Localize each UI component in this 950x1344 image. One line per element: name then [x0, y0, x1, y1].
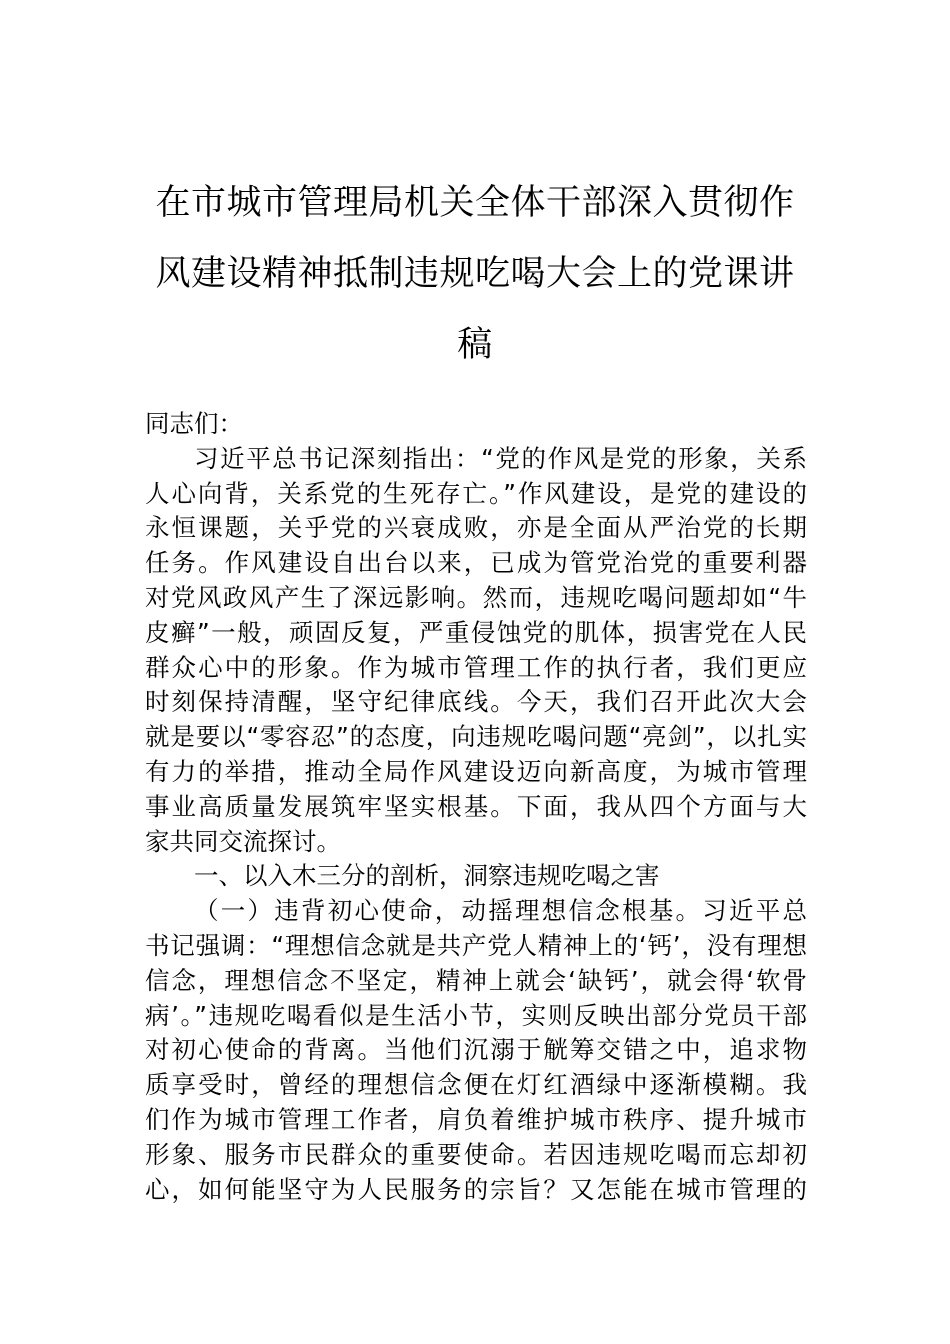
- paragraph-line: 对初心使命的背离。当他们沉溺于觥筹交错之中，追求物: [145, 1035, 807, 1065]
- paragraph-line: 心，如何能坚守为人民服务的宗旨？又怎能在城市管理的: [145, 1174, 807, 1204]
- title-line: 稿: [457, 325, 493, 365]
- paragraph-line: 人心向背，关系党的生死存亡。”作风建设，是党的建设的: [145, 478, 807, 508]
- salutation: 同志们：: [145, 409, 243, 438]
- paragraph-line: （一）违背初心使命，动摇理想信念根基。习近平总: [194, 896, 807, 926]
- document-title: [140, 168, 810, 381]
- paragraph-line: 就是要以“零容忍”的态度，向违规吃喝问题“亮剑”，以扎实: [145, 722, 807, 752]
- paragraph-line: 任务。作风建设自出台以来，已成为管党治党的重要利器: [145, 548, 807, 578]
- paragraph-line: 家共同交流探讨。: [145, 826, 341, 856]
- paragraph-line: 质享受时，曾经的理想信念便在灯红酒绿中逐渐模糊。我: [145, 1070, 807, 1100]
- paragraph-line: 病’。”违规吃喝看似是生活小节，实则反映出部分党员干部: [145, 1000, 807, 1030]
- title-line: 风建设精神抵制违规吃喝大会上的党课讲: [155, 254, 795, 294]
- paragraph-line: 有力的举措，推动全局作风建设迈向新高度，为城市管理: [145, 756, 807, 786]
- paragraph-line: 形象、服务市民群众的重要使命。若因违规吃喝而忘却初: [145, 1139, 807, 1169]
- paragraph-line: 们作为城市管理工作者，肩负着维护城市秩序、提升城市: [145, 1104, 807, 1134]
- document-body: [145, 407, 807, 1207]
- paragraph-line: 信念，理想信念不坚定，精神上就会‘缺钙’，就会得‘软骨: [145, 965, 807, 995]
- paragraph-section1: [145, 894, 807, 1207]
- section-heading: 一、以入木三分的剖析，洞察违规吃喝之害: [194, 861, 660, 891]
- paragraph-line: 事业高质量发展筑牢坚实根基。下面，我从四个方面与大: [145, 791, 807, 821]
- paragraph-line: 书记强调：“理想信念就是共产党人精神上的‘钙’，没有理想: [145, 930, 807, 960]
- paragraph-line: 时刻保持清醒，坚守纪律底线。今天，我们召开此次大会: [145, 687, 807, 717]
- paragraph-intro: [145, 442, 807, 860]
- title-line: 在市城市管理局机关全体干部深入贯彻作: [155, 183, 795, 223]
- paragraph-line: 群众心中的形象。作为城市管理工作的执行者，我们更应: [145, 652, 807, 682]
- paragraph-line: 对党风政风产生了深远影响。然而，违规吃喝问题却如“牛: [145, 582, 807, 612]
- paragraph-line: 永恒课题，关乎党的兴衰成败，亦是全面从严治党的长期: [145, 513, 807, 543]
- paragraph-line: 皮癣”一般，顽固反复，严重侵蚀党的肌体，损害党在人民: [145, 617, 807, 647]
- paragraph-line: 习近平总书记深刻指出：“党的作风是党的形象，关系: [194, 443, 807, 473]
